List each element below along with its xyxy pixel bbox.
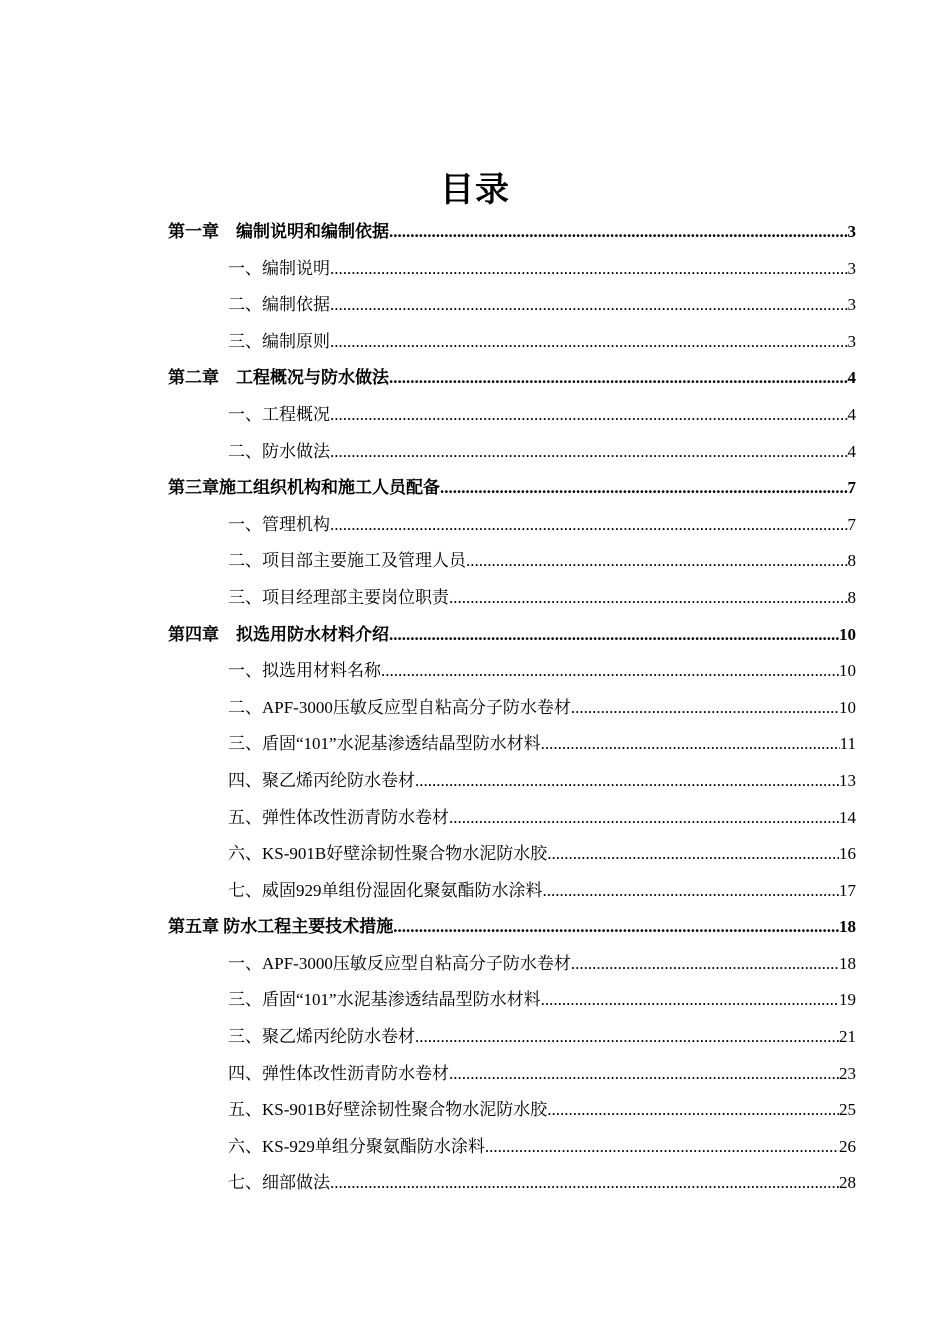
dot-leader [571,690,839,727]
toc-chapter-entry[interactable] [168,617,856,654]
dot-leader [389,617,839,654]
toc-section-entry[interactable] [168,507,856,544]
toc-chapter-entry[interactable] [168,470,856,507]
toc-section-entry[interactable] [168,690,856,727]
toc-entry-page-number: 8 [847,551,856,571]
toc-entry-label: 五、弹性体改性沥青防水卷材 [228,807,449,827]
toc-entry-label: 第二章 工程概况与防水做法 [168,368,389,388]
toc-entry-label: 三、编制原则 [228,331,330,351]
toc-entry-page-number: 17 [839,880,856,900]
toc-section-entry[interactable] [168,324,856,361]
toc-entry-label: 三、盾固“101”水泥基渗透结晶型防水材料 [228,734,541,754]
toc-entry-label: 一、拟选用材料名称 [228,661,381,681]
toc-section-entry[interactable] [168,653,856,690]
toc-section-entry[interactable] [168,397,856,434]
toc-section-entry[interactable] [168,1092,856,1129]
dot-leader [449,580,848,617]
toc-entry-page-number: 23 [839,1063,856,1083]
toc-section-entry[interactable] [168,946,856,983]
toc-entry-page-number: 3 [847,222,856,241]
toc-entry-page-number: 10 [839,624,856,644]
dot-leader [543,873,840,910]
toc-entry-page-number: 3 [847,258,856,278]
dot-leader [485,1129,839,1166]
toc-section-entry[interactable] [168,251,856,288]
toc-section-entry[interactable] [168,726,856,763]
toc-entry-page-number: 21 [839,1027,856,1047]
toc-entry-label: 三、聚乙烯丙纶防水卷材 [228,1027,415,1047]
toc-entry-label: 六、KS-929单组分聚氨酯防水涂料 [228,1136,485,1156]
toc-section-entry[interactable] [168,543,856,580]
dot-leader [330,324,848,361]
dot-leader [571,946,839,983]
table-of-contents [168,214,856,1202]
toc-entry-page-number: 3 [847,295,856,315]
dot-leader [440,470,848,507]
toc-entry-label: 一、工程概况 [228,404,330,424]
toc-entry-page-number: 7 [847,514,856,534]
dot-leader [547,836,839,873]
dot-leader [415,763,839,800]
toc-entry-label: 二、项目部主要施工及管理人员 [228,551,466,571]
toc-entry-label: 五、KS-901B好壁涂韧性聚合物水泥防水胶 [228,1100,548,1120]
dot-leader [389,214,848,251]
toc-entry-page-number: 26 [839,1136,856,1156]
toc-entry-page-number: 16 [839,844,856,864]
toc-entry-label: 三、项目经理部主要岗位职责 [228,587,449,607]
toc-entry-label: 三、盾固“101”水泥基渗透结晶型防水材料 [228,990,541,1010]
toc-section-entry[interactable] [168,1165,856,1202]
toc-entry-page-number: 4 [847,404,856,424]
toc-entry-page-number: 25 [839,1100,856,1120]
toc-entry-label: 二、防水做法 [228,441,330,461]
dot-leader [381,653,839,690]
toc-entry-page-number: 3 [847,331,856,351]
dot-leader [393,909,839,946]
toc-entry-label: 第三章施工组织机构和施工人员配备 [168,478,440,498]
toc-section-entry[interactable] [168,1019,856,1056]
toc-entry-page-number: 10 [839,697,856,717]
dot-leader [330,287,848,324]
toc-section-entry[interactable] [168,763,856,800]
toc-entry-label: 二、编制依据 [228,295,330,315]
toc-entry-label: 一、管理机构 [228,514,330,534]
dot-leader [330,1165,839,1202]
dot-leader [330,251,848,288]
toc-entry-label: 四、聚乙烯丙纶防水卷材 [228,770,415,790]
toc-entry-label: 一、APF-3000压敏反应型自粘高分子防水卷材 [228,953,571,973]
toc-entry-page-number: 11 [839,734,856,754]
toc-entry-page-number: 19 [839,990,856,1010]
toc-entry-label: 第一章 编制说明和编制依据 [168,222,389,241]
toc-entry-page-number: 10 [839,661,856,681]
dot-leader [541,726,840,763]
toc-entry-label: 第四章 拟选用防水材料介绍 [168,624,389,644]
toc-entry-page-number: 8 [847,587,856,607]
dot-leader [415,1019,839,1056]
toc-entry-page-number: 13 [839,770,856,790]
toc-entry-page-number: 4 [847,368,856,388]
toc-section-entry[interactable] [168,800,856,837]
toc-entry-label: 第五章 防水工程主要技术措施 [168,917,394,937]
toc-entry-label: 二、APF-3000压敏反应型自粘高分子防水卷材 [228,697,571,717]
toc-section-entry[interactable] [168,434,856,471]
toc-section-entry[interactable] [168,287,856,324]
page-title: 目录 [440,170,510,210]
dot-leader [466,543,848,580]
dot-leader [449,800,839,837]
toc-section-entry[interactable] [168,873,856,910]
dot-leader [389,360,848,397]
toc-entry-page-number: 28 [839,1173,856,1193]
toc-entry-label: 七、威固929单组份湿固化聚氨酯防水涂料 [228,880,543,900]
dot-leader [330,434,848,471]
toc-section-entry[interactable] [168,580,856,617]
toc-entry-page-number: 14 [839,807,856,827]
toc-section-entry[interactable] [168,1129,856,1166]
toc-section-entry[interactable] [168,1056,856,1093]
toc-entry-label: 七、细部做法 [228,1173,330,1193]
toc-chapter-entry[interactable] [168,909,856,946]
dot-leader [330,507,848,544]
dot-leader [449,1056,839,1093]
toc-entry-label: 四、弹性体改性沥青防水卷材 [228,1063,449,1083]
toc-section-entry[interactable] [168,836,856,873]
toc-entry-page-number: 4 [847,441,856,461]
toc-entry-label: 六、KS-901B好壁涂韧性聚合物水泥防水胶 [228,844,548,864]
dot-leader [330,397,848,434]
toc-chapter-entry[interactable] [168,214,856,251]
dot-leader [547,1092,839,1129]
toc-section-entry[interactable] [168,982,856,1019]
toc-entry-page-number: 7 [847,478,856,498]
toc-chapter-entry[interactable] [168,360,856,397]
toc-entry-page-number: 18 [839,917,856,937]
dot-leader [541,982,839,1019]
toc-entry-label: 一、编制说明 [228,258,330,278]
toc-entry-page-number: 18 [839,953,856,973]
